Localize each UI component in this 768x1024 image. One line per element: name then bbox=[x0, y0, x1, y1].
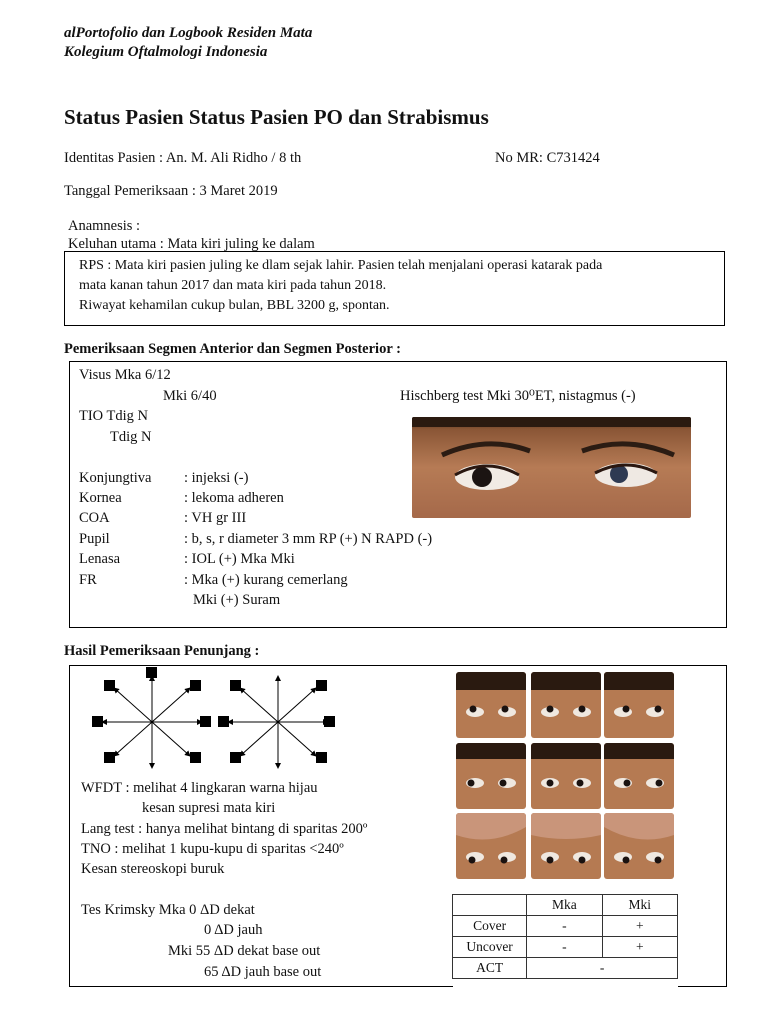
pupil-value: : b, s, r diameter 3 mm RP (+) N RAPD (-) bbox=[184, 531, 433, 547]
krimsky-3: Mki 55 ΔD dekat base out bbox=[168, 943, 321, 959]
kornea-value: : lekoma adheren bbox=[184, 490, 284, 506]
gaze-photo bbox=[604, 813, 674, 879]
visus-mka: Visus Mka 6/12 bbox=[79, 367, 171, 383]
table-cell: ACT bbox=[453, 958, 527, 979]
table-cell bbox=[453, 895, 527, 916]
eye-movement-diagram bbox=[88, 664, 338, 779]
cover-test-table bbox=[452, 894, 678, 979]
krimsky-4: 65 ΔD jauh base out bbox=[204, 964, 322, 980]
table-row bbox=[453, 958, 678, 979]
page-title: Status Pasien Status Pasien PO dan Strabismus bbox=[64, 105, 489, 129]
coa-value: : VH gr III bbox=[184, 510, 247, 526]
gaze-photo-grid bbox=[456, 672, 678, 886]
stereo-impression: Kesan stereoskopi buruk bbox=[81, 861, 225, 877]
coa-label: COA bbox=[79, 510, 110, 526]
table-cell: Uncover bbox=[453, 937, 527, 958]
fr-value-2: Mki (+) Suram bbox=[193, 592, 281, 608]
gaze-photo bbox=[531, 813, 601, 879]
table-cell: - bbox=[527, 916, 602, 937]
table-row bbox=[453, 895, 678, 916]
lang-test: Lang test : hanya melihat bintang di sparitas 200º bbox=[81, 821, 368, 837]
table-cell: - bbox=[527, 937, 602, 958]
gaze-photo bbox=[531, 743, 601, 809]
konjungtiva-label: Konjungtiva bbox=[79, 470, 152, 486]
penunjang-box-bottom bbox=[69, 986, 453, 987]
gaze-photo bbox=[456, 672, 526, 738]
header-line-2: Kolegium Oftalmologi Indonesia bbox=[64, 44, 268, 60]
penunjang-box-bottom-right bbox=[678, 986, 727, 987]
krimsky-1: Tes Krimsky Mka 0 ΔD dekat bbox=[81, 902, 255, 918]
gaze-photo bbox=[604, 743, 674, 809]
gaze-photo bbox=[604, 672, 674, 738]
table-row bbox=[453, 916, 678, 937]
keluhan-utama: Keluhan utama : Mata kiri juling ke dalam bbox=[68, 236, 315, 252]
table-cell: - bbox=[527, 958, 678, 979]
gaze-photo bbox=[456, 743, 526, 809]
table-cell: Cover bbox=[453, 916, 527, 937]
header-line-1: alPortofolio dan Logbook Residen Mata bbox=[64, 25, 313, 41]
konjungtiva-value: : injeksi (-) bbox=[184, 470, 249, 486]
table-cell: + bbox=[602, 937, 677, 958]
fr-value: : Mka (+) kurang cemerlang bbox=[184, 572, 348, 588]
kornea-label: Kornea bbox=[79, 490, 122, 506]
rps-line-1: RPS : Mata kiri pasien juling ke dlam sejak lahir. Pasien telah menjalani operasi katarak pada bbox=[79, 258, 603, 273]
hischberg-test: Hischberg test Mki 30⁰ET, nistagmus (-) bbox=[400, 388, 636, 404]
exam-date: Tanggal Pemeriksaan : 3 Maret 2019 bbox=[64, 183, 278, 199]
wfdt-1: WFDT : melihat 4 lingkaran warna hijau bbox=[81, 780, 318, 796]
rps-line-3: Riwayat kehamilan cukup bulan, BBL 3200 g, spontan. bbox=[79, 298, 390, 313]
exam-heading: Pemeriksaan Segmen Anterior dan Segmen Posterior : bbox=[64, 341, 401, 357]
visus-mki: Mki 6/40 bbox=[163, 388, 217, 404]
gaze-photo bbox=[456, 813, 526, 879]
krimsky-2: 0 ΔD jauh bbox=[204, 922, 263, 938]
anamnesis-label: Anamnesis : bbox=[68, 218, 141, 234]
lensa-value: : IOL (+) Mka Mki bbox=[184, 551, 295, 567]
medical-record-number: No MR: C731424 bbox=[495, 150, 600, 166]
lensa-label: Lenasa bbox=[79, 551, 121, 567]
fr-label: FR bbox=[79, 572, 97, 588]
tio-2: Tdig N bbox=[110, 429, 152, 445]
table-cell: Mka bbox=[527, 895, 602, 916]
eyes-photo bbox=[412, 417, 691, 518]
table-row bbox=[453, 937, 678, 958]
patient-identity: Identitas Pasien : An. M. Ali Ridho / 8 th bbox=[64, 150, 302, 166]
wfdt-2: kesan supresi mata kiri bbox=[142, 800, 276, 816]
tno-test: TNO : melihat 1 kupu-kupu di sparitas <240º bbox=[81, 841, 344, 857]
gaze-photo bbox=[531, 672, 601, 738]
tio-1: TIO Tdig N bbox=[79, 408, 149, 424]
table-cell: + bbox=[602, 916, 677, 937]
table-cell: Mki bbox=[602, 895, 677, 916]
penunjang-heading: Hasil Pemeriksaan Penunjang : bbox=[64, 643, 260, 659]
pupil-label: Pupil bbox=[79, 531, 110, 547]
rps-line-2: mata kanan tahun 2017 dan mata kiri pada tahun 2018. bbox=[79, 278, 387, 293]
